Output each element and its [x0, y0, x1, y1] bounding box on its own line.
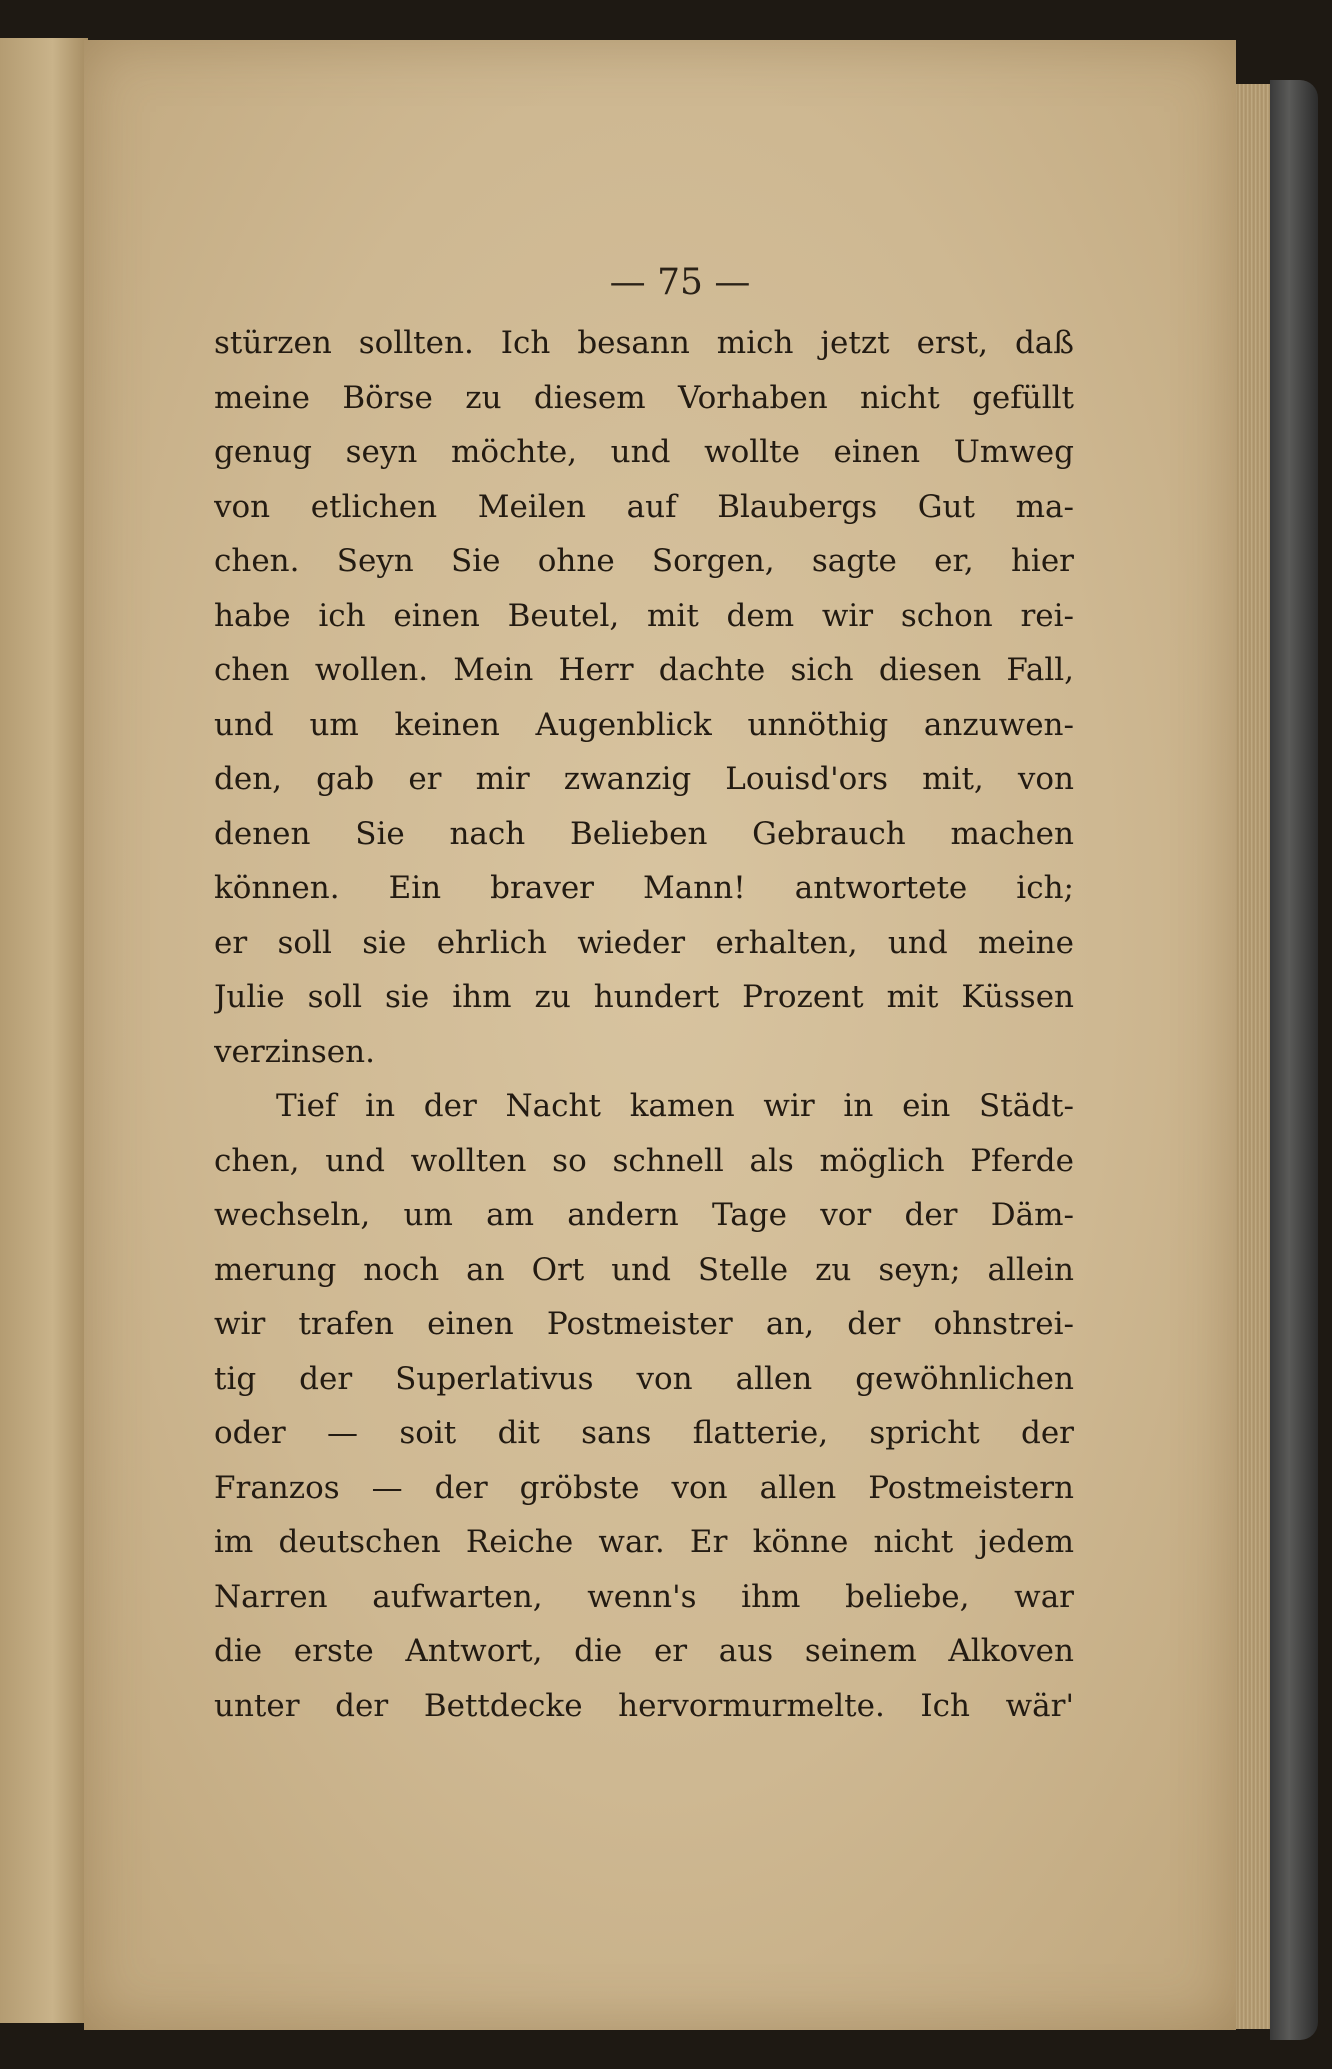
text-line: im deutschen Reiche war. Er könne nicht jedem	[214, 1524, 1074, 1560]
text-line: stürzen sollten. Ich besann mich jetzt erst, daß	[214, 325, 1074, 361]
text-line: den, gab er mir zwanzig Louisd'ors mit, von	[214, 761, 1074, 797]
text-line: genug seyn möchte, und wollte einen Umweg	[214, 434, 1074, 470]
text-line: chen, und wollten so schnell als möglich Pferde	[214, 1142, 1074, 1179]
text-line: unter der Bettdecke hervormurmelte. Ich wär'	[214, 1687, 1074, 1724]
text-line: oder — soit dit sans flatterie, spricht der	[214, 1415, 1074, 1451]
text-line: wir trafen einen Postmeister an, der ohnstrei-	[214, 1306, 1074, 1342]
book-cover-edge	[1270, 80, 1318, 2040]
text-line: und um keinen Augenblick unnöthig anzuwen-	[214, 706, 1074, 743]
text-line: merung noch an Ort und Stelle zu seyn; allein	[214, 1251, 1074, 1288]
previous-page-edge	[0, 38, 88, 2023]
paragraph-first-line: Tief in der Nacht kamen wir in ein Städt-	[276, 1088, 1074, 1124]
text-line: Julie soll sie ihm zu hundert Prozent mit Küssen	[214, 979, 1074, 1015]
text-line: er soll sie ehrlich wieder erhalten, und meine	[214, 924, 1074, 961]
text-line: Franzos — der gröbste von allen Postmeistern	[214, 1469, 1074, 1506]
text-line: verzinsen.	[214, 1033, 375, 1070]
text-line: denen Sie nach Belieben Gebrauch machen	[214, 815, 1074, 852]
text-line: chen wollen. Mein Herr dachte sich diesen Fall,	[214, 652, 1074, 688]
page-number-header: — 75 —	[609, 262, 751, 303]
text-line: die erste Antwort, die er aus seinem Alkoven	[214, 1633, 1074, 1669]
text-line: chen. Seyn Sie ohne Sorgen, sagte er, hier	[214, 543, 1074, 579]
body-text	[214, 316, 1074, 1733]
text-line: können. Ein braver Mann! antwortete ich;	[214, 870, 1074, 906]
text-line: habe ich einen Beutel, mit dem wir schon rei-	[214, 597, 1074, 634]
text-line: Narren aufwarten, wenn's ihm beliebe, war	[214, 1578, 1074, 1615]
book-page	[84, 40, 1236, 2030]
text-line: wechseln, um am andern Tage vor der Däm-	[214, 1197, 1074, 1233]
text-line: tig der Superlativus von allen gewöhnlichen	[214, 1360, 1074, 1397]
text-line: von etlichen Meilen auf Blaubergs Gut ma-	[214, 488, 1074, 525]
text-line: meine Börse zu diesem Vorhaben nicht gefüllt	[214, 379, 1074, 416]
